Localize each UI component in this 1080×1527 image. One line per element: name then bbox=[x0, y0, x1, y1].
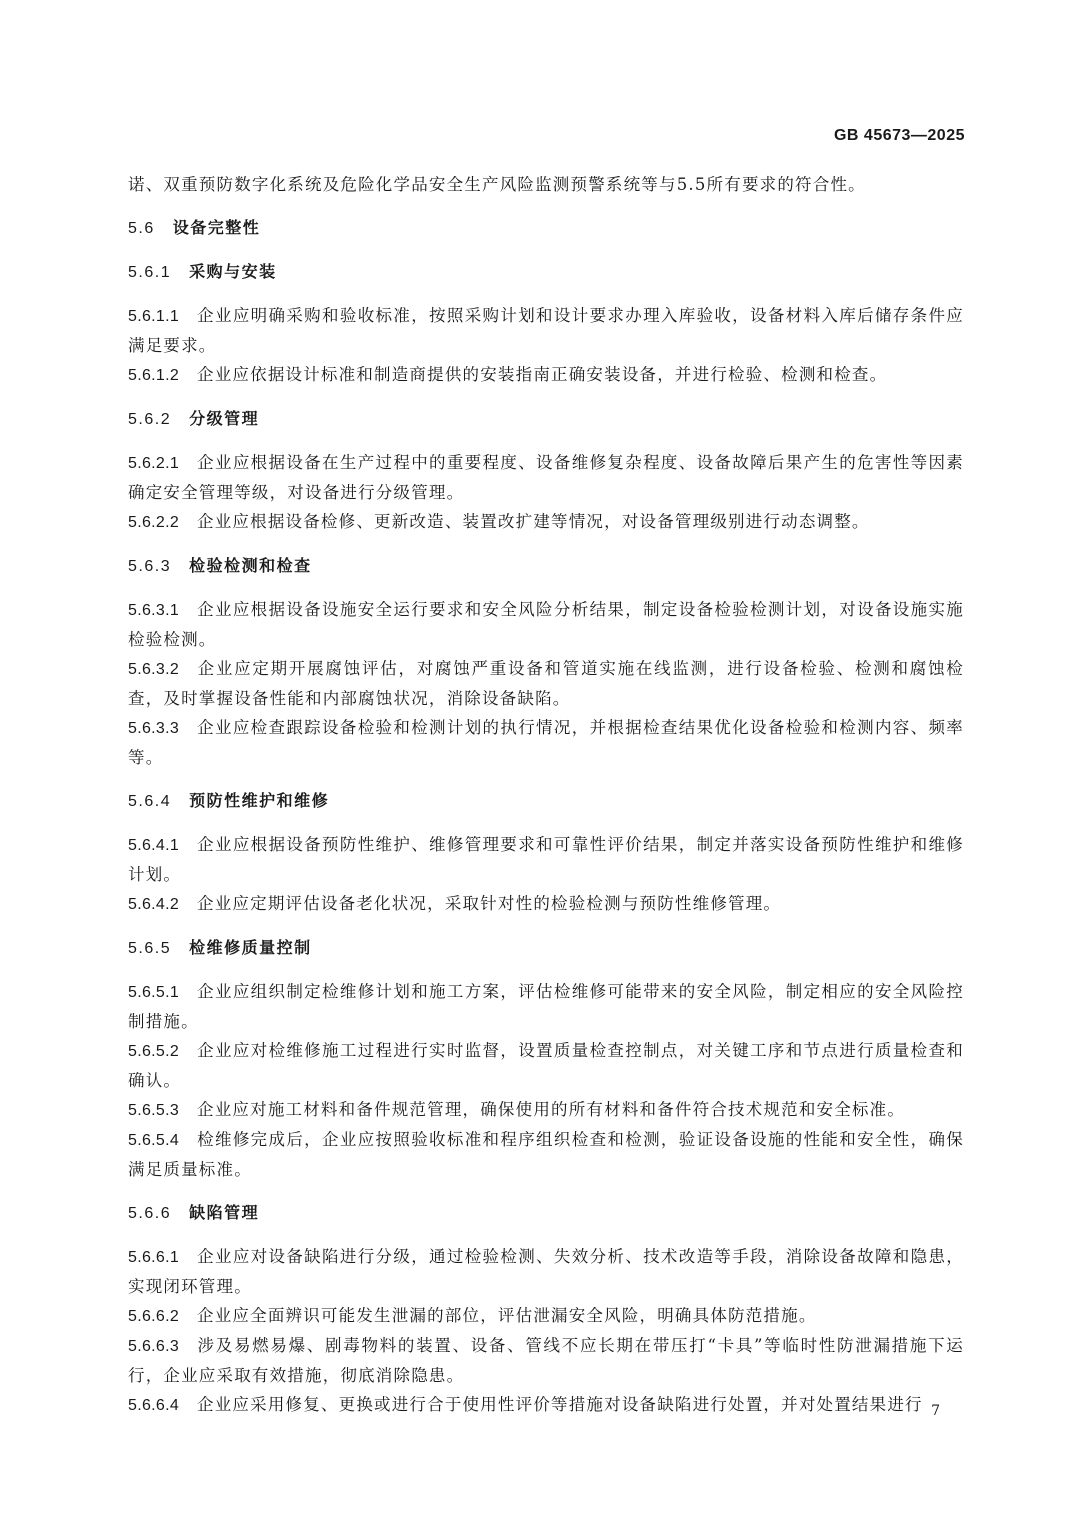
clause-number: 5.6.2.1 bbox=[128, 455, 180, 472]
clause-text: 企业应根据设备检修、更新改造、装置改扩建等情况，对设备管理级别进行动态调整。 bbox=[197, 512, 870, 531]
clause-number: 5.6.2.2 bbox=[128, 514, 180, 531]
clause-number: 5.6.4.2 bbox=[128, 896, 180, 913]
section-heading bbox=[128, 1198, 964, 1228]
clause-text: 企业应对设备缺陷进行分级，通过检验检测、失效分析、技术改造等手段，消除设备故障和隐患，实现闭环管理。 bbox=[128, 1247, 964, 1296]
clause-text: 企业应定期开展腐蚀评估，对腐蚀严重设备和管道实施在线监测，进行设备检验、检测和腐蚀检查，及时掌握设备性能和内部腐蚀状况，消除设备缺陷。 bbox=[128, 659, 964, 708]
section-heading bbox=[128, 551, 964, 581]
clause-text: 企业应对检维修施工过程进行实时监督，设置质量检查控制点，对关键工序和节点进行质量检查和确认。 bbox=[128, 1041, 964, 1090]
clause-text: 企业应定期评估设备老化状况，采取针对性的检验检测与预防性维修管理。 bbox=[197, 894, 782, 913]
sections-container bbox=[128, 213, 964, 1420]
section-title: 检维修质量控制 bbox=[189, 938, 312, 957]
clause-paragraph bbox=[128, 1095, 964, 1125]
clause-text: 企业应根据设备预防性维护、维修管理要求和可靠性评价结果，制定并落实设备预防性维护和维修计划。 bbox=[128, 835, 964, 884]
section-title: 采购与安装 bbox=[189, 262, 277, 281]
clause-paragraph bbox=[128, 1125, 964, 1184]
section-heading bbox=[128, 404, 964, 434]
section-title: 设备完整性 bbox=[172, 218, 261, 237]
document-body bbox=[128, 170, 964, 1420]
clause-text: 企业应对施工材料和备件规范管理，确保使用的所有材料和备件符合技术规范和安全标准。 bbox=[197, 1100, 906, 1119]
section-heading bbox=[128, 213, 964, 243]
clause-paragraph bbox=[128, 1331, 964, 1390]
section-number: 5.6.6 bbox=[128, 1205, 172, 1222]
clause-text: 企业应明确采购和验收标准，按照采购计划和设计要求办理入库验收，设备材料入库后储存条件应满足要求。 bbox=[128, 306, 964, 355]
clause-text: 涉及易燃易爆、剧毒物料的装置、设备、管线不应长期在带压打“卡具”等临时性防泄漏措施下运行，企业应采取有效措施，彻底消除隐患。 bbox=[128, 1336, 964, 1385]
section-title: 预防性维护和维修 bbox=[189, 791, 330, 810]
section-number: 5.6.5 bbox=[128, 940, 172, 957]
clause-number: 5.6.1.2 bbox=[128, 367, 180, 384]
clause-text: 企业应根据设备设施安全运行要求和安全风险分析结果，制定设备检验检测计划，对设备设施实施检验检测。 bbox=[128, 600, 964, 649]
clause-number: 5.6.4.1 bbox=[128, 837, 180, 854]
clause-paragraph bbox=[128, 830, 964, 889]
clause-paragraph bbox=[128, 1036, 964, 1095]
clause-number: 5.6.5.2 bbox=[128, 1043, 180, 1060]
clause-text: 企业应全面辨识可能发生泄漏的部位，评估泄漏安全风险，明确具体防范措施。 bbox=[197, 1306, 817, 1325]
clause-number: 5.6.3.3 bbox=[128, 720, 180, 737]
section-number: 5.6 bbox=[128, 220, 155, 237]
clause-paragraph bbox=[128, 1390, 964, 1420]
clause-text: 企业应依据设计标准和制造商提供的安装指南正确安装设备，并进行检验、检测和检查。 bbox=[197, 365, 888, 384]
continuation-text: 诺、双重预防数字化系统及危险化学品安全生产风险监测预警系统等与5.5所有要求的符合性。 bbox=[128, 175, 866, 194]
clause-text: 企业应根据设备在生产过程中的重要程度、设备维修复杂程度、设备故障后果产生的危害性等因素确定安全管理等级，对设备进行分级管理。 bbox=[128, 453, 964, 502]
clause-paragraph bbox=[128, 448, 964, 507]
section-heading bbox=[128, 257, 964, 287]
clause-number: 5.6.6.1 bbox=[128, 1249, 180, 1266]
clause-paragraph bbox=[128, 360, 964, 390]
section-heading bbox=[128, 933, 964, 963]
section-heading bbox=[128, 786, 964, 816]
section-number: 5.6.2 bbox=[128, 411, 172, 428]
clause-number: 5.6.6.2 bbox=[128, 1308, 180, 1325]
clause-paragraph bbox=[128, 595, 964, 654]
clause-number: 5.6.1.1 bbox=[128, 308, 180, 325]
clause-text: 检维修完成后，企业应按照验收标准和程序组织检查和检测，验证设备设施的性能和安全性，确保满足质量标准。 bbox=[128, 1130, 964, 1179]
clause-paragraph bbox=[128, 1242, 964, 1301]
clause-number: 5.6.6.4 bbox=[128, 1397, 180, 1414]
clause-paragraph bbox=[128, 713, 964, 772]
section-number: 5.6.4 bbox=[128, 793, 172, 810]
clause-number: 5.6.3.2 bbox=[128, 661, 180, 678]
clause-number: 5.6.5.3 bbox=[128, 1102, 180, 1119]
standard-number: GB 45673—2025 bbox=[833, 127, 965, 144]
clause-paragraph bbox=[128, 889, 964, 919]
clause-paragraph bbox=[128, 1301, 964, 1331]
clause-text: 企业应检查跟踪设备检验和检测计划的执行情况，并根据检查结果优化设备检验和检测内容、频率等。 bbox=[128, 718, 964, 767]
clause-paragraph bbox=[128, 977, 964, 1036]
clause-paragraph bbox=[128, 654, 964, 713]
clause-paragraph bbox=[128, 507, 964, 537]
clause-number: 5.6.5.1 bbox=[128, 984, 180, 1001]
page-number: 7 bbox=[931, 1403, 940, 1419]
clause-number: 5.6.3.1 bbox=[128, 602, 180, 619]
clause-number: 5.6.5.4 bbox=[128, 1132, 180, 1149]
clause-paragraph bbox=[128, 301, 964, 360]
section-number: 5.6.3 bbox=[128, 558, 172, 575]
clause-number: 5.6.6.3 bbox=[128, 1338, 180, 1355]
section-title: 缺陷管理 bbox=[189, 1203, 260, 1222]
section-title: 分级管理 bbox=[189, 409, 260, 428]
section-title: 检验检测和检查 bbox=[189, 556, 312, 575]
clause-text: 企业应采用修复、更换或进行合于使用性评价等措施对设备缺陷进行处置，并对处置结果进行 bbox=[197, 1395, 923, 1414]
section-number: 5.6.1 bbox=[128, 264, 172, 281]
clause-text: 企业应组织制定检维修计划和施工方案，评估检维修可能带来的安全风险，制定相应的安全风险控制措施。 bbox=[128, 982, 964, 1031]
